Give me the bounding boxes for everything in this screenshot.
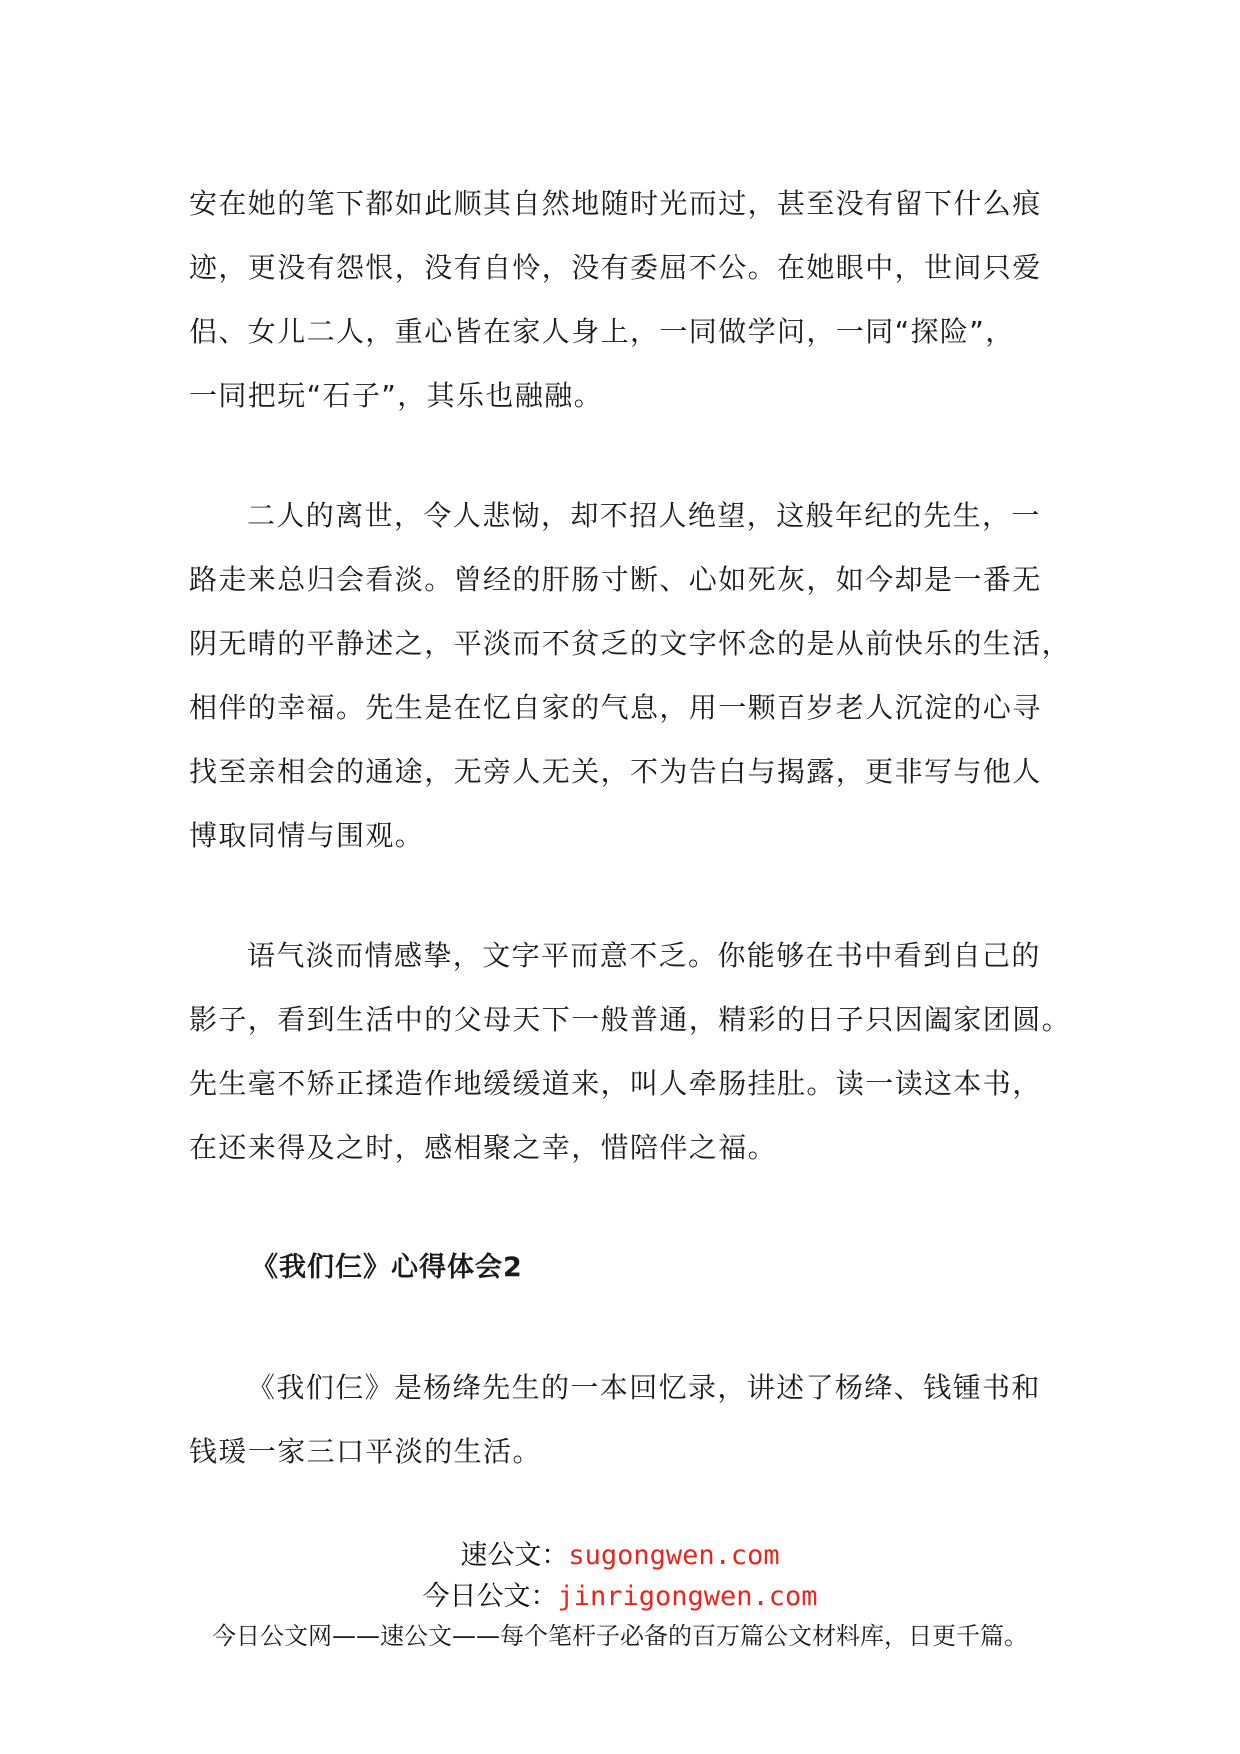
text-line: 迹，更没有怨恨，没有自怜，没有委屈不公。在她眼中，世间只爱 (189, 251, 1042, 284)
text-line: 安在她的笔下都如此顺其自然地随时光而过，甚至没有留下什么痕 (189, 187, 1042, 220)
text-line: 一同把玩“石子”，其乐也融融。 (189, 379, 604, 412)
text-line: 在还来得及之时，感相聚之幸，惜陪伴之福。 (189, 1131, 778, 1164)
sugongwen-link[interactable]: sugongwen.com (568, 1540, 780, 1571)
text-line: 博取同情与围观。 (189, 819, 425, 852)
text-line: 语气淡而情感挚，文字平而意不乏。你能够在书中看到自己的 (247, 939, 1041, 972)
footer-label: 今日公文： (422, 1581, 558, 1612)
text-line: 先生毫不矫正揉造作地缓缓道来，叫人牵肠挂肚。读一读这本书， (189, 1067, 1042, 1100)
paragraph-4 (189, 1356, 1059, 1484)
footer-line-sugongwen (0, 1538, 1240, 1574)
footer-line-jinrigongwen (0, 1579, 1240, 1615)
paragraph-3 (189, 924, 1072, 1180)
text-line: 侣、女儿二人，重心皆在家人身上，一同做学问，一同“探险”， (189, 315, 1015, 348)
text-line: 相伴的幸福。先生是在忆自家的气息，用一颗百岁老人沉淀的心寻 (189, 691, 1042, 724)
jinrigongwen-link[interactable]: jinrigongwen.com (557, 1581, 818, 1612)
text-line: 找至亲相会的通途，无旁人无关，不为告白与揭露，更非写与他人 (189, 755, 1042, 788)
paragraph-2 (189, 484, 1072, 868)
text-line: 《我们仨》是杨绛先生的一本回忆录，讲述了杨绛、钱锺书和 (247, 1371, 1041, 1404)
section-heading: 《我们仨》心得体会2 (251, 1252, 523, 1283)
footer-tagline: 今日公文网——速公文——每个笔杆子必备的百万篇公文材料库，日更千篇。 (212, 1622, 1028, 1650)
text-line: 阴无晴的平静述之，平淡而不贫乏的文字怀念的是从前快乐的生活， (189, 627, 1072, 660)
text-line: 钱瑗一家三口平淡的生活。 (189, 1435, 542, 1468)
text-line: 影子，看到生活中的父母天下一般普通，精彩的日子只因阖家团圆。 (189, 1003, 1072, 1036)
document-body (189, 172, 1072, 1540)
text-line: 路走来总归会看淡。曾经的肝肠寸断、心如死灰，如今却是一番无 (189, 563, 1042, 596)
paragraph-1 (189, 172, 1059, 428)
text-line: 二人的离世，令人悲恸，却不招人绝望，这般年纪的先生，一 (247, 499, 1041, 532)
footer-label: 速公文： (460, 1540, 569, 1571)
